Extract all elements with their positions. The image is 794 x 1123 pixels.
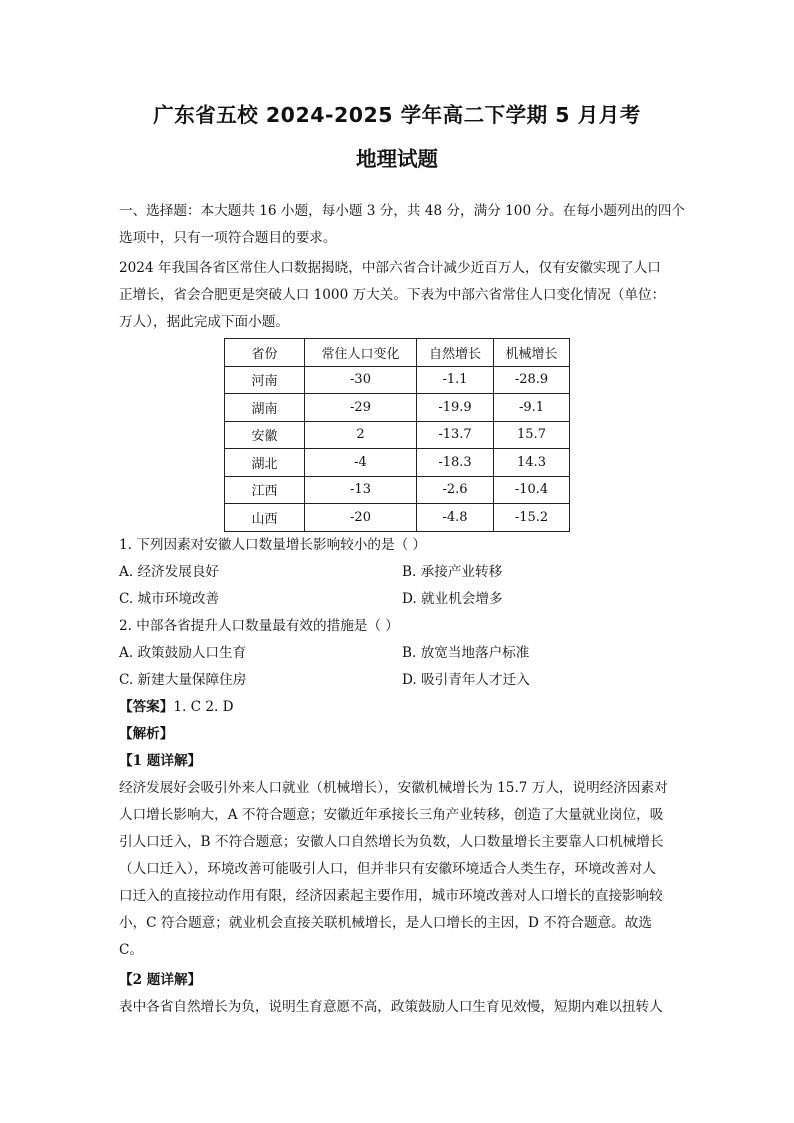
table-cell: -2.6 (417, 476, 494, 504)
table-row (225, 449, 570, 477)
question-2-option-a: A. 政策鼓励人口生育 (119, 645, 247, 661)
table-header-cell: 机械增长 (494, 339, 570, 367)
section-intro-line1: 一、选择题：本大题共 16 小题，每小题 3 分，共 48 分，满分 100 分。在每小题列出的四个 (119, 203, 685, 219)
table-row (225, 394, 570, 422)
passage-line1: 2024 年我国各省区常住人口数据揭晓，中部六省合计减少近百万人，仅有安徽实现了人口 (119, 260, 661, 276)
answer-label: 【答案】 (119, 699, 174, 715)
table-cell: -18.3 (417, 449, 494, 477)
table-cell: -29 (305, 394, 417, 422)
question-2-stem: 2. 中部各省提升人口数量最有效的措施是（ ） (119, 618, 399, 634)
table-header-cell: 省份 (225, 339, 305, 367)
table-cell: 2 (305, 421, 417, 449)
table-row (225, 504, 570, 532)
table-header-row (225, 339, 570, 367)
table-row (225, 476, 570, 504)
table-cell: -1.1 (417, 366, 494, 394)
table-cell: 15.7 (494, 421, 570, 449)
answer-line (119, 694, 234, 721)
passage-line2: 正增长，省会合肥更是突破人口 1000 万大关。下表为中部六省常住人口变化情况（单位： (119, 287, 666, 303)
table-cell: 湖北 (225, 449, 305, 477)
question-2-option-b: B. 放宽当地落户标准 (402, 645, 530, 661)
question-1-option-c: C. 城市环境改善 (119, 591, 220, 607)
table-cell: -13 (305, 476, 417, 504)
exam-subtitle: 地理试题 (356, 147, 438, 171)
table-cell: -10.4 (494, 476, 570, 504)
answer-text: 1. C 2. D (173, 699, 234, 715)
table-cell: 湖南 (225, 394, 305, 422)
table-cell: -28.9 (494, 366, 570, 394)
table-cell: -30 (305, 366, 417, 394)
question-1-option-d: D. 就业机会增多 (402, 591, 503, 607)
table-row (225, 366, 570, 394)
table-cell: 江西 (225, 476, 305, 504)
passage-line3: 万人），据此完成下面小题。 (119, 314, 289, 330)
table-cell: -13.7 (417, 421, 494, 449)
question-1-stem: 1. 下列因素对安徽人口数量增长影响较小的是（ ） (119, 537, 427, 553)
question-2-option-c: C. 新建大量保障住房 (119, 672, 247, 688)
detail-1-line: 口迁入的直接拉动作用有限，经济因素起主要作用，城市环境改善对人口增长的直接影响较 (119, 888, 663, 904)
detail-1-label: 【1 题详解】 (119, 753, 202, 769)
detail-2-label: 【2 题详解】 (119, 972, 202, 988)
table-cell: -15.2 (494, 504, 570, 532)
detail-1-line: 小，C 符合题意；就业机会直接关联机械增长，是人口增长的主因，D 不符合题意。故选 (119, 915, 652, 931)
table-cell: -4 (305, 449, 417, 477)
detail-1-line: 引人口迁入，B 不符合题意；安徽人口自然增长为负数，人口数量增长主要靠人口机械增长 (119, 834, 664, 850)
table-cell: -4.8 (417, 504, 494, 532)
detail-1-line: （人口迁入），环境改善可能吸引人口，但并非只有安徽环境适合人类生存，环境改善对人 (119, 861, 656, 877)
population-table (224, 338, 570, 532)
table-cell: -9.1 (494, 394, 570, 422)
question-2-option-d: D. 吸引青年人才迁入 (402, 672, 530, 688)
question-1-option-b: B. 承接产业转移 (402, 564, 503, 580)
table-header-cell: 自然增长 (417, 339, 494, 367)
table-cell: -20 (305, 504, 417, 532)
detail-2-line: 表中各省自然增长为负，说明生育意愿不高，政策鼓励人口生育见效慢，短期内难以扭转人 (119, 999, 663, 1015)
table-header-cell: 常住人口变化 (305, 339, 417, 367)
question-1-option-a: A. 经济发展良好 (119, 564, 220, 580)
table-cell: -19.9 (417, 394, 494, 422)
table-cell: 山西 (225, 504, 305, 532)
exam-title: 广东省五校 2024-2025 学年高二下学期 5 月月考 (153, 103, 641, 127)
detail-1-line: 经济发展好会吸引外来人口就业（机械增长），安徽机械增长为 15.7 万人，说明经济因素对 (119, 780, 668, 796)
analysis-label: 【解析】 (119, 726, 174, 742)
table-cell: 河南 (225, 366, 305, 394)
section-intro-line2: 选项中，只有一项符合题目的要求。 (119, 230, 337, 246)
detail-1-line: 人口增长影响大，A 不符合题意；安徽近年承接长三角产业转移，创造了大量就业岗位，吸 (119, 807, 664, 823)
table-row (225, 421, 570, 449)
table-cell: 安徽 (225, 421, 305, 449)
detail-1-line: C。 (119, 942, 143, 958)
table-cell: 14.3 (494, 449, 570, 477)
